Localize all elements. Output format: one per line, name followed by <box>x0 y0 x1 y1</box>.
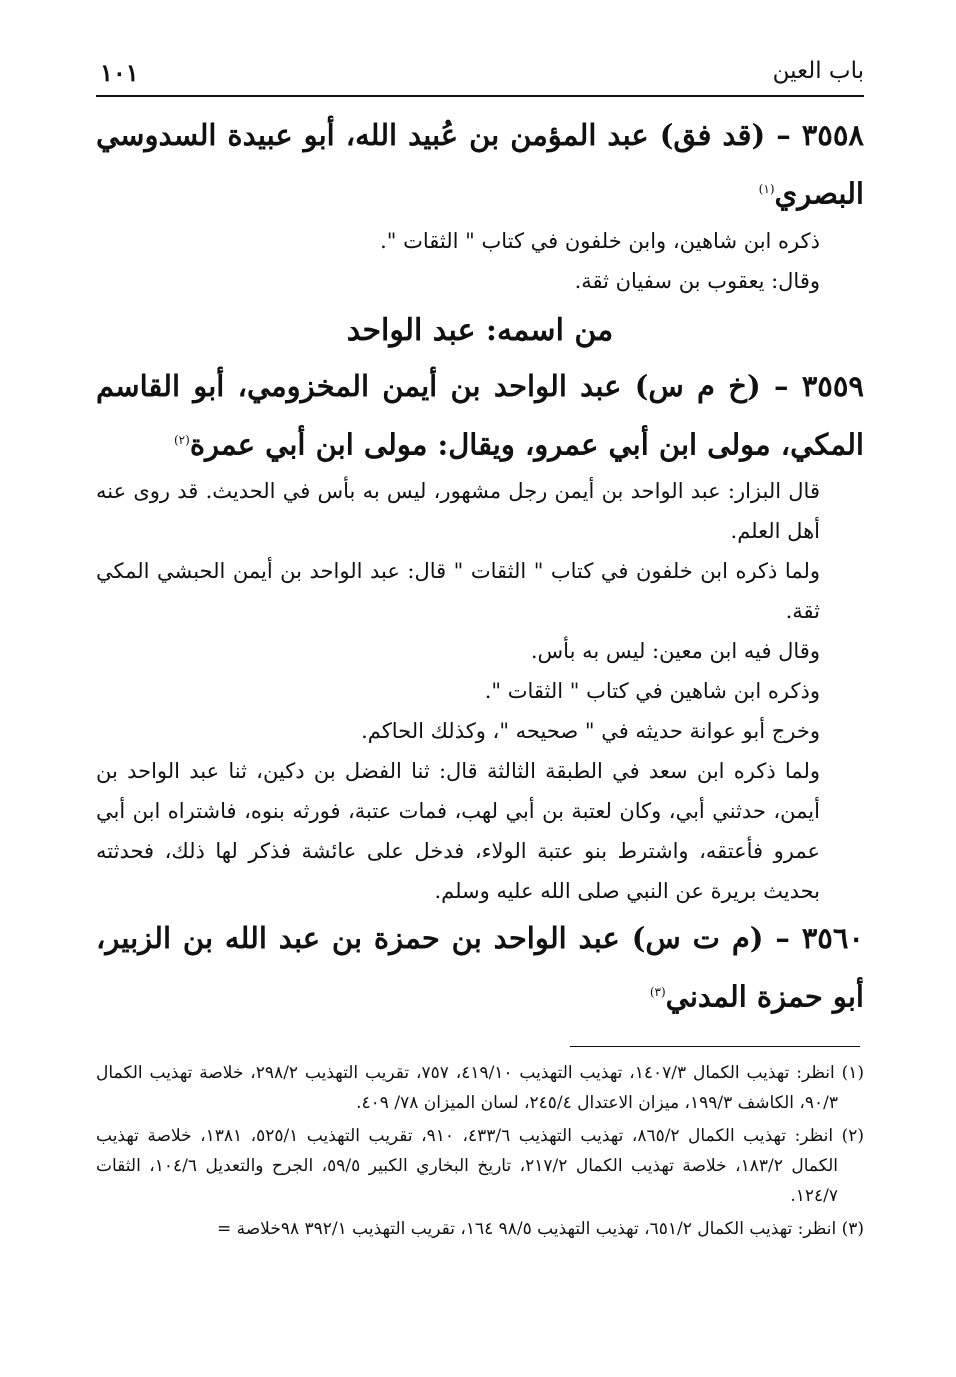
running-header <box>96 52 864 94</box>
page-number: ١٠١ <box>100 58 139 87</box>
paragraph: ذكره ابن شاهين، وابن خلفون في كتاب " الثقات ". <box>380 228 820 253</box>
entry-codes: (خ م س) <box>634 368 761 403</box>
entry-name: عبد الواحد بن أيمن المخزومي، أبو القاسم المكي، مولى ابن أبي عمرو، ويقال: مولى ابن أبي عمرة <box>96 368 864 462</box>
entry-heading: ٣٥٥٩ – (خ م س) عبد الواحد بن أيمن المخزومي، أبو القاسم المكي، مولى ابن أبي عمرو، ويقال: مولى ابن أبي عمرة$^{(٢)}$ <box>96 368 864 462</box>
entry-name: عبد المؤمن بن عُبيد الله، أبو عبيدة السدوسي البصري <box>96 118 864 211</box>
entry-codes: (قد فق) <box>659 118 766 152</box>
paragraph: وقال فيه ابن معين: ليس به بأس. <box>530 639 820 664</box>
header-divider <box>96 95 864 97</box>
entry-heading: ٣٥٥٨ – (قد فق) عبد المؤمن بن عُبيد الله، أبو عبيدة السدوسي البصري$^{(١)}$ <box>96 118 864 211</box>
entry-number: ٣٥٥٩ <box>801 368 864 403</box>
footnote-ref: (١) <box>758 182 775 196</box>
footnote-divider <box>570 1046 860 1047</box>
paragraph: وخرج أبو عوانة حديثه في " صحيحه "، وكذلك الحاكم. <box>361 719 820 744</box>
paragraph: ولما ذكره ابن سعد في الطبقة الثالثة قال: ثنا الفضل بن دكين، ثنا عبد الواحد بن أيمن، حدثني أبي، وكان لعتبة بن أبي لهب، فمات عتبة، فورثه بنوه، فاشتراه ابن أبي عمرو فأعتقه، واشترط بنو عتبة الولاء، فدخل على عائشة فذكر لها ذلك، فحدثته بحديث بريرة عن النبي صلى الله عليه وسلم. <box>96 759 820 904</box>
section-heading: من اسمه: عبد الواحد <box>346 312 614 348</box>
chapter-title: باب العين <box>772 58 864 84</box>
entry-name: عبد الواحد بن حمزة بن عبد الله بن الزبير، أبو حمزة المدني <box>96 921 864 1014</box>
footnote-ref: (٣) <box>649 985 666 1000</box>
entry-number: ٣٥٦٠ <box>801 921 865 956</box>
paragraph: وذكره ابن شاهين في كتاب " الثقات ". <box>484 679 820 704</box>
footnote: (٢) انظر: تهذيب الكمال ٨٦٥/٢، تهذيب التهذيب ٤٣٣/٦، ٩١٠، تقريب التهذيب ٥٢٥/١، ١٣٨١، خلاصة تهذيب الكمال ١٨٣/٢، خلاصة تهذيب الكمال ٢١٧/٢، تاريخ البخاري الكبير ٥٩/٥، الجرح والتعديل ١٠٤/٦، الثقات ١٢٤/٧. <box>96 1126 864 1206</box>
entry-heading: ٣٥٦٠ – (م ت س) عبد الواحد بن حمزة بن عبد الله بن الزبير، أبو حمزة المدني$^{(٣)}$ <box>96 921 865 1014</box>
footnotes <box>96 1058 864 1247</box>
paragraph: قال البزار: عبد الواحد بن أيمن رجل مشهور، ليس به بأس في الحديث. قد روى عنه أهل العلم. <box>96 479 820 544</box>
main-text <box>96 108 864 1024</box>
paragraph: وقال: يعقوب بن سفيان ثقة. <box>574 268 820 293</box>
paragraph: ولما ذكره ابن خلفون في كتاب " الثقات " قال: عبد الواحد بن أيمن الحبشي المكي ثقة. <box>96 559 820 624</box>
entry-number: ٣٥٥٨ <box>801 118 864 152</box>
entry-codes: (م ت س) <box>631 921 764 956</box>
footnote: (٣) انظر: تهذيب الكمال ٦٥١/٢، تهذيب التهذيب ٩٨/٥ ١٦٤، تقريب التهذيب ٣٩٢/١ ٩٨خلاصة = <box>216 1219 864 1239</box>
footnote: (١) انظر: تهذيب الكمال ١٤٠٧/٣، تهذيب التهذيب ٤١٩/١٠، ٧٥٧، تقريب التهذيب ٢٩٨/٢، خلاصة تهذيب الكمال ٩٠/٣، الكاشف ١٩٩/٣، ميزان الاعتدال ٢٤٥/٤، لسان الميزان ٧٨/ ٤٠٩. <box>96 1063 864 1113</box>
footnote-ref: (٢) <box>173 432 190 447</box>
